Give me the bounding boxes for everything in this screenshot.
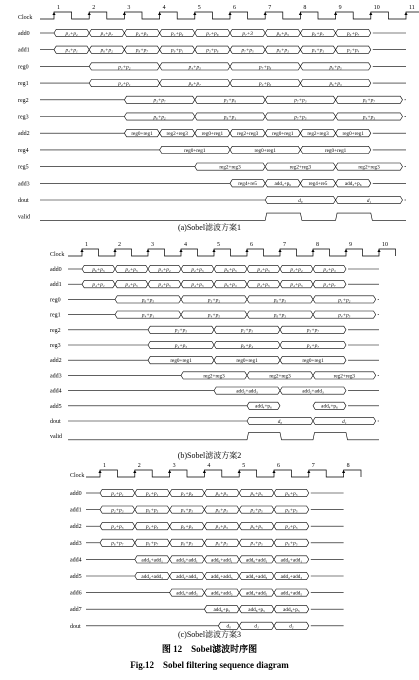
segment-value: add₀+add₁ xyxy=(211,557,233,564)
cycle-number: 6 xyxy=(250,242,253,248)
segment-value: reg2+reg3 xyxy=(289,164,312,171)
segment-value: add₂+add₃ xyxy=(236,388,258,395)
segment-value: p₆+p₅ xyxy=(215,490,228,497)
signal-label: reg5 xyxy=(18,164,29,171)
signal-reg0 xyxy=(50,296,379,304)
signal-label: dout xyxy=(18,198,29,204)
segment-value: reg0+reg1 xyxy=(254,147,276,154)
rising-edge-arrow xyxy=(238,470,241,473)
signal-reg2 xyxy=(18,96,406,104)
rising-edge-arrow xyxy=(179,249,182,252)
cycle-number: 2 xyxy=(137,463,141,469)
rising-edge-arrow xyxy=(158,12,161,15)
signal-reg4 xyxy=(18,146,406,154)
segment-value: p₆+p₃ xyxy=(273,312,287,319)
segment-value: p₁+p₂ xyxy=(338,297,351,304)
segment-value: reg0+reg1 xyxy=(302,358,324,365)
signal-reg5 xyxy=(18,163,406,171)
segment-value: reg2+reg3 xyxy=(333,373,356,380)
signal-label: reg3 xyxy=(50,343,61,349)
segment-value: p₆+p₅ xyxy=(285,507,298,514)
cycle-number: 11 xyxy=(409,5,415,11)
caption-b: (b)Sobel滤波方案2 xyxy=(177,451,242,460)
rising-edge-arrow xyxy=(133,470,136,473)
segment-value: p₆+p₅ xyxy=(276,30,289,37)
segment-value: p₇+p₅ xyxy=(294,114,307,121)
clock-label: Clock xyxy=(50,252,65,258)
segment-value: p₄+p₅ xyxy=(125,282,138,289)
signal-label: add4 xyxy=(50,388,62,395)
segment-value: p₂+p₅ xyxy=(240,327,254,334)
segment-value: p₄+p₅ xyxy=(135,30,149,37)
segment-value: p₆+p₇ xyxy=(347,30,360,37)
rising-edge-arrow xyxy=(52,12,55,15)
segment-value: p₃+p₆ xyxy=(206,47,219,54)
signal-add3 xyxy=(70,539,344,547)
segment-value: p₆+p₅ xyxy=(92,266,105,273)
segment-value: reg2+reg3 xyxy=(203,373,225,380)
segment-value: p₄+p₁ xyxy=(141,312,155,319)
cycle-number: 7 xyxy=(283,242,286,248)
segment-value: p₆+p₃ xyxy=(146,507,159,514)
segment-value: reg0+reg1 xyxy=(324,147,347,154)
segment-value: p₆+p₃ xyxy=(224,282,237,289)
rising-edge-arrow xyxy=(342,470,345,473)
segment-value: p₇+p₈ xyxy=(259,64,272,71)
signal-label: add0 xyxy=(18,31,30,37)
segment-value: add₆+p₅ xyxy=(213,607,231,614)
cycle-number: 8 xyxy=(303,5,307,11)
segment-value: p₆+p₇ xyxy=(146,540,159,547)
segment-value: reg0+reg1 xyxy=(131,131,153,138)
segment-value: add₃+p₆ xyxy=(274,181,292,188)
figure-title-en: Fig.12 Sobel filtering sequence diagram xyxy=(130,660,289,670)
signal-label: add2 xyxy=(18,131,30,138)
segment-value: p₆+p₂ xyxy=(153,114,166,121)
rising-edge-arrow xyxy=(146,249,149,252)
signal-label: reg0 xyxy=(18,64,29,71)
signal-label: add4 xyxy=(70,557,82,564)
segment-value: p₆+p₅ xyxy=(285,490,298,497)
segment-value: p₇+3 xyxy=(242,30,253,37)
rising-edge-arrow xyxy=(311,249,314,252)
segment-value: p₇+p₅ xyxy=(241,47,254,54)
segment-value: p₄+p₅ xyxy=(180,507,194,514)
segment-value: p₆+p₅ xyxy=(215,540,228,547)
segment-value: add₀+add₁ xyxy=(280,557,303,564)
segment-value: d₂ xyxy=(289,623,294,630)
segment-value: p₆+p₃ xyxy=(276,47,289,54)
segment-value: p₃+p₈ xyxy=(180,490,194,497)
segment-value: p₆+p₅ xyxy=(224,266,237,273)
segment-value: add₄+add₅ xyxy=(280,590,303,597)
cycle-number: 4 xyxy=(207,463,211,469)
cycle-number: 2 xyxy=(92,5,96,11)
segment-value: reg0+reg1 xyxy=(272,131,294,138)
rising-edge-arrow xyxy=(307,470,310,473)
segment-value: p₆+p₃ xyxy=(329,81,342,87)
cycle-number: 6 xyxy=(277,463,280,469)
rising-edge-arrow xyxy=(98,470,101,473)
figure-title-cn: 图 12 Sobel滤波时序图 xyxy=(161,644,258,654)
segment-value: p₄+p₇ xyxy=(323,282,336,289)
segment-value: reg2+reg3 xyxy=(166,131,188,138)
signal-label: add7 xyxy=(70,607,82,614)
signal-add5 xyxy=(50,402,379,410)
signal-label: add0 xyxy=(50,267,62,273)
cycle-number: 1 xyxy=(85,242,88,248)
segment-value: p₂+p₅ xyxy=(250,507,263,514)
signal-label: add6 xyxy=(70,590,82,597)
segment-value: p₄+p₅ xyxy=(188,64,201,71)
rising-edge-arrow xyxy=(212,249,215,252)
segment-value: p₉+p₁ xyxy=(171,47,184,54)
caption-c: (c)Sobel滤波方案3 xyxy=(177,630,242,639)
timing-diagram-b xyxy=(50,242,396,440)
signal-label: add1 xyxy=(18,47,30,54)
signal-label: reg1 xyxy=(18,81,29,88)
segment-value: p₈+p₇ xyxy=(135,47,149,54)
segment-value: p₃+p₇ xyxy=(153,97,166,104)
signal-add3 xyxy=(50,372,379,380)
segment-value: p₆+p₅ xyxy=(215,507,228,514)
cycle-number: 4 xyxy=(162,5,166,11)
signal-add7 xyxy=(70,606,344,614)
segment-value: p₃+p₆ xyxy=(259,81,272,87)
segment-value: p₂+p₁ xyxy=(111,490,124,497)
segment-value: p₄+p₅ xyxy=(191,282,204,289)
signal-reg1 xyxy=(18,80,406,88)
segment-value: p₄+p₃ xyxy=(311,47,325,54)
segment-value: p₆+p₅ xyxy=(180,540,194,547)
segment-value: add₂+add₃ xyxy=(280,573,303,580)
segment-value: reg0+reg1 xyxy=(184,147,206,154)
segment-value: p₆+p₅ xyxy=(180,524,194,531)
signal-label: add1 xyxy=(70,507,82,514)
segment-value: p₃+p₂ xyxy=(207,297,221,304)
segment-value: p₆+p₂ xyxy=(100,47,113,54)
signal-add1 xyxy=(50,281,379,289)
segment-value: p₃+p₅ xyxy=(215,524,228,531)
rising-edge-arrow xyxy=(334,12,337,15)
segment-value: d₀ xyxy=(298,197,303,204)
segment-value: p₄+p₅ xyxy=(174,342,188,349)
segment-value: p₄+p₅ xyxy=(158,282,171,289)
segment-value: p₄+p₁ xyxy=(92,282,105,289)
cycle-number: 9 xyxy=(338,5,342,11)
rising-edge-arrow xyxy=(123,12,126,15)
valid-waveform xyxy=(68,433,379,440)
clock-label: Clock xyxy=(70,473,85,479)
signal-label: add0 xyxy=(70,491,82,497)
signal-add2 xyxy=(18,130,406,138)
segment-value: reg0+reg1 xyxy=(342,131,364,138)
signal-label: reg1 xyxy=(50,312,61,319)
segment-value: p₇+p₃ xyxy=(294,97,307,104)
segment-value: p₄+p₁ xyxy=(118,81,131,87)
segment-value: p₁+p₂ xyxy=(118,64,131,71)
rising-edge-arrow xyxy=(203,470,206,473)
signal-label: reg3 xyxy=(18,114,29,121)
segment-value: p₄+p₅ xyxy=(290,282,303,289)
segment-value: p₃+p₉ xyxy=(223,97,237,104)
segment-value: p₁+p₂ xyxy=(65,30,78,37)
signal-label: add3 xyxy=(70,540,82,547)
valid-waveform xyxy=(40,213,406,220)
clock-label: Clock xyxy=(18,15,33,21)
signal-add4 xyxy=(50,387,379,395)
segment-value: p₄+p₅ xyxy=(257,266,270,273)
segment-value: p₆+p₅ xyxy=(250,490,263,497)
signal-valid xyxy=(50,433,379,441)
signal-add0 xyxy=(70,489,344,497)
signal-label: reg2 xyxy=(18,97,29,104)
segment-value: p₄+p₅ xyxy=(257,282,270,289)
segment-value: p₆+p₅ xyxy=(329,64,342,71)
segment-value: d₁ xyxy=(342,418,347,425)
timing-diagram-a xyxy=(18,5,419,221)
segment-value: add₂+add₃ xyxy=(302,388,324,395)
segment-value: reg2+reg3 xyxy=(307,131,329,138)
cycle-number: 5 xyxy=(242,463,246,469)
segment-value: p₄+p₅ xyxy=(285,524,298,531)
segment-value: p₆+p₅ xyxy=(285,540,298,547)
timing-diagram-c xyxy=(70,463,361,630)
signal-label: dout xyxy=(70,623,81,630)
signal-add0 xyxy=(50,265,379,273)
segment-value: p₄+p₇ xyxy=(306,342,320,349)
segment-value: p₈+p₇ xyxy=(188,81,201,87)
segment-value: add₆+p₅ xyxy=(248,607,265,614)
rising-edge-arrow xyxy=(88,12,91,15)
segment-value: p₂+p₄ xyxy=(347,47,360,54)
clock-waveform xyxy=(86,470,361,477)
segment-value: add₀+add₁ xyxy=(245,557,268,564)
rising-edge-arrow xyxy=(272,470,275,473)
signal-label: reg0 xyxy=(50,297,61,304)
segment-value: p₆+p₅ xyxy=(141,297,155,304)
signal-add6 xyxy=(70,589,344,597)
segment-value: p₃+p₉ xyxy=(171,30,184,37)
rising-edge-arrow xyxy=(245,249,248,252)
rising-edge-arrow xyxy=(404,12,407,15)
segment-value: p₆+p₅ xyxy=(250,524,263,531)
segment-value: d₁ xyxy=(366,197,372,204)
segment-value: p₄+p₅ xyxy=(146,524,159,531)
cycle-number: 3 xyxy=(151,242,154,248)
segment-value: p₆+p₅ xyxy=(273,297,287,304)
signal-label: dout xyxy=(50,419,61,425)
cycle-number: 3 xyxy=(127,5,131,11)
segment-value: p₂+p₃ xyxy=(323,266,336,273)
rising-edge-arrow xyxy=(193,12,196,15)
segment-value: p₄+p₃ xyxy=(362,114,376,121)
segment-value: d₀ xyxy=(226,623,231,630)
segment-value: add₂+add₃ xyxy=(211,573,233,580)
segment-value: p₉+p₁ xyxy=(223,114,237,121)
segment-value: add₂+add₃ xyxy=(176,573,198,580)
cycle-number: 5 xyxy=(197,5,201,11)
segment-value: reg0+reg1 xyxy=(201,131,224,138)
signal-add0 xyxy=(18,29,406,37)
segment-value: p₂+p₅ xyxy=(125,266,138,273)
signal-label: valid xyxy=(50,434,62,441)
cycle-number: 8 xyxy=(316,242,319,248)
segment-value: p₃+p₇ xyxy=(100,30,113,37)
signal-add4 xyxy=(70,556,344,564)
signal-label: add3 xyxy=(50,373,62,380)
segment-value: p₄+p₅ xyxy=(111,524,124,531)
signal-reg3 xyxy=(18,113,406,121)
segment-value: reg0+reg1 xyxy=(170,358,192,365)
signal-reg1 xyxy=(50,311,379,319)
cycle-number: 10 xyxy=(382,242,388,248)
segment-value: reg4+re5 xyxy=(238,181,257,188)
cycle-number: 1 xyxy=(57,5,60,11)
cycle-number: 3 xyxy=(172,463,176,469)
segment-value: add₆+p₅ xyxy=(283,607,300,614)
caption-a: (a)Sobel滤波方案1 xyxy=(177,223,242,232)
signal-label: add1 xyxy=(50,282,62,289)
cycle-number: 1 xyxy=(103,463,106,469)
cycle-number: 4 xyxy=(184,242,187,248)
signal-label: reg2 xyxy=(50,327,61,334)
segment-value: add₂+add₃ xyxy=(141,573,163,580)
signal-valid xyxy=(18,213,406,221)
signal-label: add2 xyxy=(70,524,82,531)
rising-edge-arrow xyxy=(369,12,372,15)
signal-add5 xyxy=(70,572,344,580)
signal-add2 xyxy=(70,523,344,531)
segment-value: add₀+add₁ xyxy=(176,557,198,564)
signal-add1 xyxy=(70,506,344,514)
rising-edge-arrow xyxy=(344,249,347,252)
segment-value: p₅+p₇ xyxy=(306,327,320,334)
segment-value: reg2+reg3 xyxy=(269,373,291,380)
cycle-number: 2 xyxy=(118,242,121,248)
cycle-number: 6 xyxy=(233,5,236,11)
segment-value: p₆+p₇ xyxy=(311,30,325,37)
segment-value: reg0+reg1 xyxy=(236,358,258,365)
cycle-number: 10 xyxy=(373,5,380,11)
signal-add3 xyxy=(18,180,406,188)
segment-value: reg2+reg3 xyxy=(358,164,380,171)
segment-value: add₃+p₆ xyxy=(344,181,362,188)
segment-value: p₂+p₅ xyxy=(174,327,188,334)
segment-value: add₂+add₃ xyxy=(245,573,268,580)
segment-value: add₄+add₅ xyxy=(245,590,268,597)
signal-add2 xyxy=(50,357,379,365)
rising-edge-arrow xyxy=(278,249,281,252)
segment-value: p₄+p₅ xyxy=(250,540,263,547)
segment-value: add₄+add₅ xyxy=(176,590,198,597)
segment-value: p₇+p₈ xyxy=(206,30,219,37)
signal-reg0 xyxy=(18,63,406,71)
segment-value: p₄+p₅ xyxy=(207,312,221,319)
cycle-number: 9 xyxy=(349,242,352,248)
cycle-number: 7 xyxy=(311,463,315,469)
segment-value: reg2+reg3 xyxy=(219,164,241,171)
rising-edge-arrow xyxy=(80,249,83,252)
segment-value: d₁ xyxy=(254,623,259,630)
segment-value: reg4+re5 xyxy=(308,181,328,188)
rising-edge-arrow xyxy=(113,249,116,252)
signal-label: add5 xyxy=(50,403,62,410)
segment-value: p₂+p₃ xyxy=(111,507,124,514)
signal-label: add2 xyxy=(50,358,62,365)
segment-value: p₁+p₂ xyxy=(290,266,303,273)
segment-value: add₄+add₅ xyxy=(211,590,233,597)
segment-value: p₂+p₅ xyxy=(191,266,204,273)
signal-label: reg4 xyxy=(18,147,29,154)
signal-label: add5 xyxy=(70,574,82,580)
cycle-number: 8 xyxy=(346,463,350,469)
rising-edge-arrow xyxy=(377,249,380,252)
signal-add1 xyxy=(18,46,406,54)
segment-value: p₆+p₂ xyxy=(240,342,254,349)
segment-value: p₆+p₇ xyxy=(362,97,376,104)
segment-value: reg2+reg3 xyxy=(236,131,259,138)
segment-value: d₀ xyxy=(277,418,283,425)
signal-dout xyxy=(50,417,379,425)
signal-label: add3 xyxy=(18,181,30,188)
segment-value: add₄+p₆ xyxy=(321,403,338,410)
cycle-number: 5 xyxy=(217,242,220,248)
segment-value: p₄+p₁ xyxy=(146,490,159,497)
segment-value: p₄+p₅ xyxy=(338,312,351,319)
signal-reg2 xyxy=(50,326,379,334)
segment-value: add₄+p₆ xyxy=(255,403,272,410)
cycle-number: 7 xyxy=(268,5,272,11)
segment-value: add₀+add₁ xyxy=(141,557,163,564)
rising-edge-arrow xyxy=(264,12,267,15)
signal-dout xyxy=(18,196,406,204)
rising-edge-arrow xyxy=(228,12,231,15)
rising-edge-arrow xyxy=(299,12,302,15)
rising-edge-arrow xyxy=(168,470,171,473)
signal-label: valid xyxy=(18,214,30,221)
segment-value: p₆+p₇ xyxy=(111,540,124,547)
signal-reg3 xyxy=(50,341,379,349)
segment-value: p₃+p₂ xyxy=(158,266,171,273)
segment-value: p₄+p₁ xyxy=(65,47,78,54)
